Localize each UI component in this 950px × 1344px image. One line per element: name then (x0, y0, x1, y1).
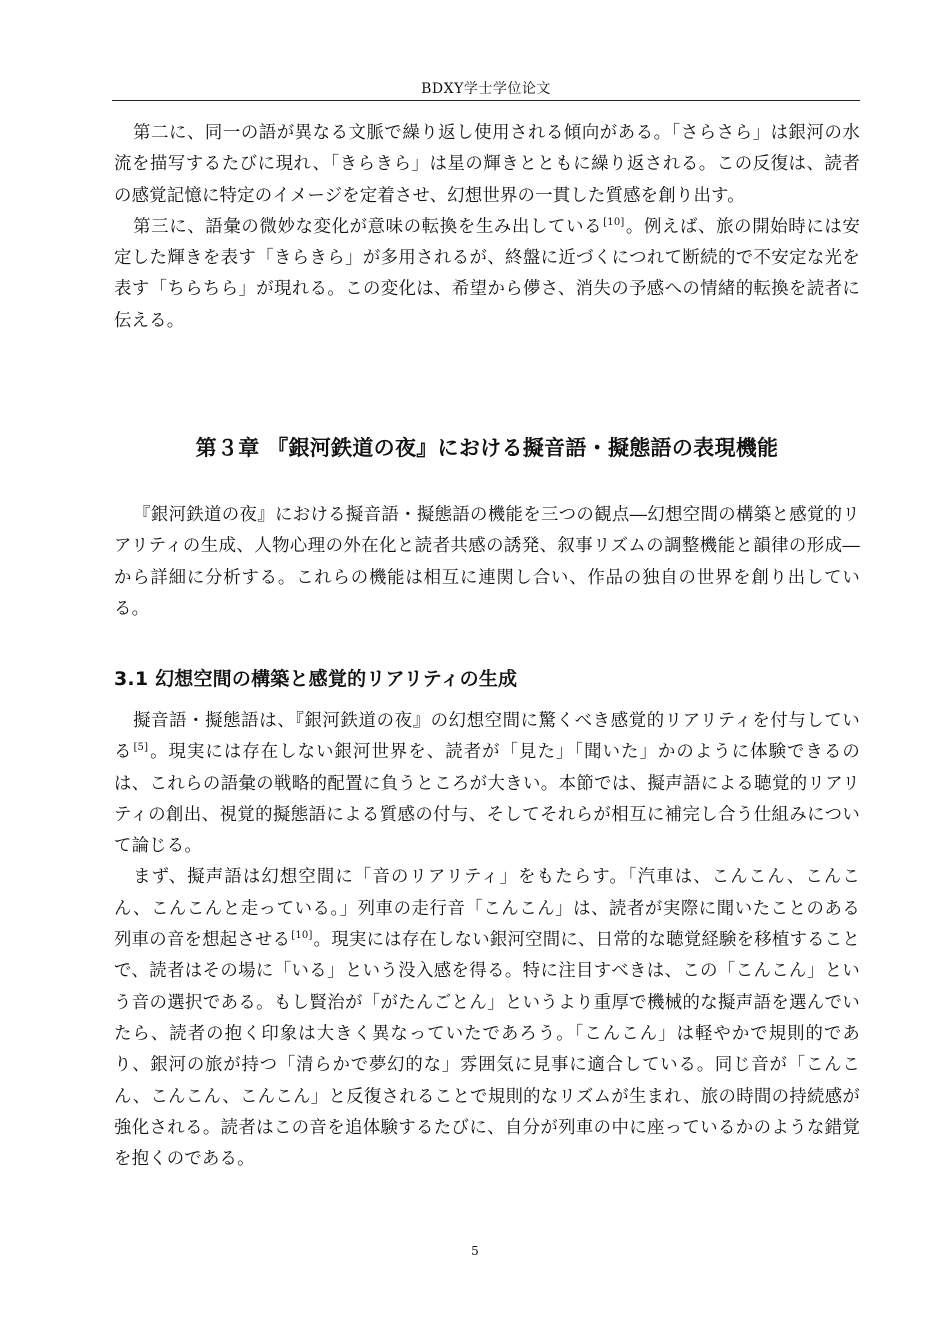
paragraph-text: 第二に、同一の語が異なる文脈で繰り返し使用される傾向がある。「さらさら」は銀河の水流を描写するたびに現れ、「きらきら」は星の輝きとともに繰り返される。この反復は、読者の感覚記憶に特定のイメージを定着させ、幻想世界の一貫した質感を創り出す。 (114, 123, 860, 206)
paragraph (114, 212, 860, 337)
chapter-intro-block (114, 500, 860, 625)
paragraph-text: 第三に、語彙の微妙な変化が意味の転換を生み出している (133, 216, 603, 237)
paragraph-text: 擬音語・擬態語は、『銀河鉄道の夜』の幻想空間に驚くべき感覚的リアリティを付与している (114, 711, 860, 763)
paragraph-text: 『銀河鉄道の夜』における擬音語・擬態語の機能を三つの観点―幻想空間の構築と感覚的リアリティの生成、人物心理の外在化と読者共感の誘発、叙事リズムの調整機能と韻律の形成―から詳細に分析する。これらの機能は相互に連関し合い、作品の独自の世界を創り出している。 (114, 505, 860, 619)
paragraph-text: 。例えば、旅の開始時には安定した輝きを表す「きらきら」が多用されるが、終盤に近づくにつれて断続的で不安定な光を表す「ちらちら」が現れる。この変化は、希望から儚さ、消失の予感への情緒的転換を読者に伝える。 (114, 216, 860, 331)
paragraph (114, 118, 860, 212)
paragraph (114, 706, 860, 862)
paragraph-text: 。現実には存在しない銀河世界を、読者が「見た」「聞いた」かのように体験できるのは、これらの語彙の戦略的配置に負うところが大きい。本節では、擬声語による聴覚的リアリティの創出、視覚的擬態語による質感の付与、そしてそれらが相互に補完し合う仕組みについて論じる。 (114, 742, 860, 857)
page-number: 5 (471, 1244, 479, 1258)
header-rule (112, 100, 860, 101)
paragraph-text: 。現実には存在しない銀河空間に、日常的な聴覚経験を移植することで、読者はその場に「いる」という没入感を得る。特に注目すべきは、この「こんこん」という音の選択である。もし賢治が「がたんごとん」というより重厚で機械的な擬声語を選んでいたら、読者の抱く印象は大きく異なっていたであろう。「こんこん」は軽やかで規則的であり、銀河の旅が持つ「清らかで夢幻的な」雰囲気に見事に適合している。同じ音が「こんこん、こんこん、こんこん」と反復されることで規則的なリズムが生まれ、旅の時間の持続感が強化される。読者はこの音を追体験するたびに、自分が列車の中に座っているかのような錯覚を抱くのである。 (114, 930, 860, 1170)
citation-ref: [10] (291, 930, 313, 942)
intro-text-block (114, 118, 860, 337)
citation-ref: [5] (133, 742, 149, 754)
section-title: 3.1 幻想空間の構築と感覚的リアリティの生成 (114, 668, 518, 690)
running-header: BDXY学士学位论文 (421, 81, 551, 97)
section-text-block (114, 706, 860, 1175)
paragraph (114, 862, 860, 1175)
citation-ref: [10] (603, 216, 625, 228)
chapter-title: 第３章 『銀河鉄道の夜』における擬音語・擬態語の表現機能 (195, 436, 779, 460)
paragraph-text: まず、擬声語は幻想空間に「音のリアリティ」をもたらす。「汽車は、こんこん、こんこん、こんこんと走っている。」列車の走行音「こんこん」は、読者が実際に聞いたことのある列車の音を想起させる (114, 867, 860, 951)
paragraph (114, 500, 860, 625)
